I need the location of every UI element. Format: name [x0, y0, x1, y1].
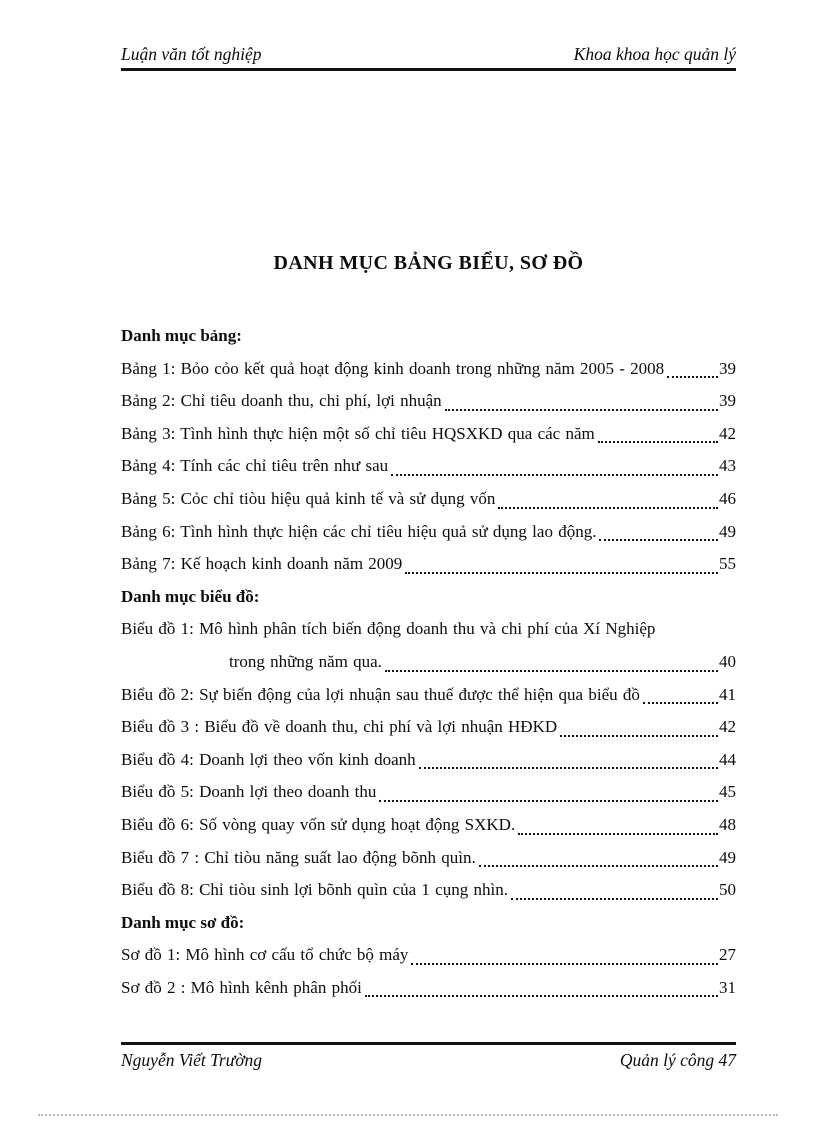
- toc-entry: [121, 874, 736, 907]
- toc-entry-text: Bảng 4: Tính các chỉ tiêu trên như sau: [121, 456, 389, 476]
- toc-entry: [121, 972, 736, 1005]
- toc-page-number: 49: [719, 847, 736, 867]
- section-heading-tables: Danh mục bảng:: [121, 326, 242, 345]
- toc-page-number: 43: [719, 456, 736, 476]
- toc-page-number: 46: [719, 488, 736, 508]
- toc-entry-text: Bảng 3: Tình hình thực hiện một số chỉ tiêu HQSXKD qua các năm: [121, 423, 595, 443]
- page-footer: [121, 1042, 736, 1071]
- dotted-leader: [411, 963, 718, 965]
- dotted-leader: [419, 767, 718, 769]
- footer-class-text: Quản lý công 47: [619, 1050, 736, 1070]
- dotted-leader: [365, 995, 718, 997]
- dotted-leader: [405, 572, 718, 574]
- toc-page-number: 49: [719, 521, 736, 541]
- toc-entry-text: Biểu đồ 7 : Chỉ tiòu năng suất lao động bõnh quìn.: [121, 847, 476, 867]
- dotted-leader: [560, 735, 718, 737]
- toc-entry-continuation: [121, 646, 736, 679]
- toc-entry-text: Biểu đồ 3 : Biểu đồ về doanh thu, chi phí và lợi nhuận HĐKD: [121, 717, 558, 737]
- toc-entry: [121, 939, 736, 972]
- dotted-leader: [667, 376, 718, 378]
- toc-entry: [121, 842, 736, 875]
- toc-page-number: 48: [719, 814, 736, 834]
- toc-entry: [121, 516, 736, 549]
- dotted-leader: [379, 800, 718, 802]
- page-bottom-dotted-divider: [38, 1114, 778, 1116]
- toc-entry: [121, 548, 736, 581]
- section-heading-charts: Danh mục biểu đồ:: [121, 586, 260, 606]
- toc-page-number: 41: [719, 684, 736, 704]
- toc-entry: [121, 385, 736, 418]
- dotted-leader: [479, 865, 718, 867]
- toc-page-number: 44: [719, 749, 736, 769]
- toc-entry: [121, 809, 736, 842]
- dotted-leader: [643, 702, 718, 704]
- toc-entry-text: Biểu đồ 1: Mô hình phân tích biến động doanh thu và chi phí của Xí Nghiệp: [121, 619, 656, 639]
- dotted-leader: [445, 409, 718, 411]
- toc-entry-text: Bảng 2: Chỉ tiêu doanh thu, chi phí, lợi nhuận: [121, 391, 442, 411]
- toc-page-number: 55: [719, 554, 736, 574]
- toc-entry: [121, 418, 736, 451]
- toc-entry-text: Biểu đồ 8: Chỉ tiòu sinh lợi bõnh quìn của 1 cụng nhìn.: [121, 880, 508, 900]
- toc-entry: [121, 353, 736, 386]
- header-left-text: Luận văn tốt nghiệp: [121, 44, 262, 64]
- toc-entry-text: Biểu đồ 2: Sự biến động của lợi nhuận sau thuế được thể hiện qua biểu đồ: [121, 684, 640, 704]
- toc-page-number: 39: [719, 358, 736, 378]
- toc-content: [121, 252, 736, 1004]
- dotted-leader: [385, 670, 718, 672]
- dotted-leader: [511, 898, 718, 900]
- dotted-leader: [498, 507, 718, 509]
- toc-entry-text: Sơ đồ 1: Mô hình cơ cấu tổ chức bộ máy: [121, 945, 409, 965]
- toc-page-number: 45: [719, 782, 736, 802]
- toc-entry-text: Bảng 5: Cỏc chỉ tiòu hiệu quả kinh tế và sử dụng vốn: [121, 488, 496, 508]
- page-header: [121, 44, 736, 71]
- dotted-leader: [391, 474, 718, 476]
- toc-page-number: 42: [719, 717, 736, 737]
- toc-entry-text: Biểu đồ 6: Số vòng quay vốn sử dụng hoạt động SXKD.: [121, 814, 516, 834]
- toc-page-number: 27: [719, 945, 736, 965]
- dotted-leader: [598, 441, 718, 443]
- dotted-leader: [599, 539, 718, 541]
- page-title: DANH MỤC BẢNG BIỂU, SƠ ĐỒ: [273, 252, 584, 274]
- toc-entry-text: Biểu đồ 5: Doanh lợi theo doanh thu: [121, 782, 377, 802]
- toc-entry-text: Bảng 1: Bỏo cỏo kết quả hoạt động kinh doanh trong những năm 2005 - 2008: [121, 358, 665, 378]
- toc-page-number: 39: [719, 391, 736, 411]
- toc-entry: [121, 744, 736, 777]
- toc-page-number: 31: [719, 977, 736, 997]
- dotted-leader: [518, 833, 718, 835]
- toc-entry: [121, 483, 736, 516]
- toc-entry-text: trong những năm qua.: [229, 651, 382, 671]
- section-heading-diagrams: Danh mục sơ đồ:: [121, 912, 245, 932]
- toc-page-number: 40: [719, 651, 736, 671]
- toc-entry: [121, 450, 736, 483]
- toc-entry-text: Sơ đồ 2 : Mô hình kênh phân phối: [121, 977, 362, 997]
- toc-entry: [121, 711, 736, 744]
- footer-author-text: Nguyễn Viết Trường: [121, 1050, 263, 1070]
- toc-entry: [121, 613, 736, 646]
- header-right-text: Khoa khoa học quản lý: [573, 44, 736, 64]
- toc-entry-text: Bảng 6: Tình hình thực hiện các chỉ tiêu hiệu quả sử dụng lao động.: [121, 521, 597, 541]
- toc-page-number: 50: [719, 880, 736, 900]
- toc-entry: [121, 679, 736, 712]
- toc-entry-text: Bảng 7: Kế hoạch kinh doanh năm 2009: [121, 554, 403, 574]
- toc-page-number: 42: [719, 423, 736, 443]
- toc-entry-text: Biểu đồ 4: Doanh lợi theo vốn kinh doanh: [121, 749, 416, 769]
- toc-entry: [121, 776, 736, 809]
